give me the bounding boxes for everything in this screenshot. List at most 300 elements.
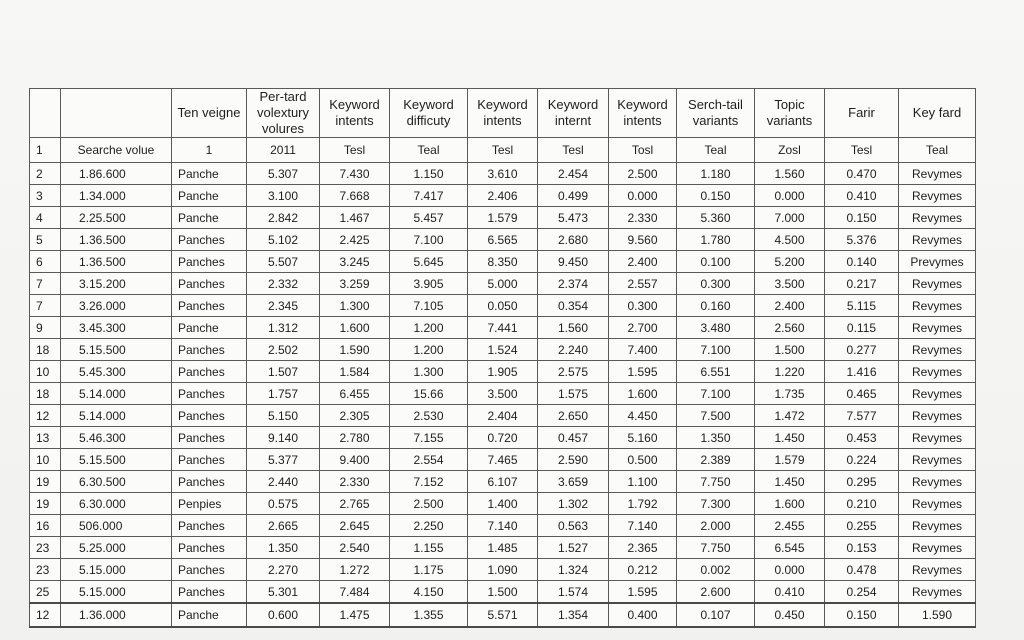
table-cell[interactable]: Tosl	[609, 138, 677, 163]
table-cell[interactable]: 2.330	[320, 471, 390, 493]
table-cell[interactable]: 0.150	[825, 207, 899, 229]
table-cell[interactable]: 1.302	[538, 493, 609, 515]
table-row[interactable]	[30, 207, 976, 229]
table-cell[interactable]: 0.465	[825, 383, 899, 405]
table-cell[interactable]: 18	[30, 339, 61, 361]
table-cell[interactable]: 0.563	[538, 515, 609, 537]
table-cell[interactable]: 5.377	[247, 449, 320, 471]
table-cell[interactable]: Revymes	[899, 339, 976, 361]
table-cell[interactable]: 7.140	[609, 515, 677, 537]
table-cell[interactable]: 0.210	[825, 493, 899, 515]
table-cell[interactable]: 5.45.300	[61, 361, 172, 383]
header-cell[interactable]: Ten veigne	[172, 89, 247, 138]
table-cell[interactable]: Zosl	[755, 138, 825, 163]
table-cell[interactable]: 1.350	[677, 427, 755, 449]
table-cell[interactable]: 0.354	[538, 295, 609, 317]
table-cell[interactable]: 1.400	[468, 493, 538, 515]
table-cell[interactable]: 0.410	[825, 185, 899, 207]
table-cell[interactable]: Panches	[172, 273, 247, 295]
table-cell[interactable]: 5.200	[755, 251, 825, 273]
table-row[interactable]	[30, 383, 976, 405]
table-cell[interactable]: 1.416	[825, 361, 899, 383]
table-cell[interactable]: Revymes	[899, 229, 976, 251]
table-cell[interactable]: 2.454	[538, 163, 609, 185]
table-cell[interactable]: 1.200	[390, 317, 468, 339]
header-cell[interactable]: Key fard	[899, 89, 976, 138]
table-cell[interactable]: 2.365	[609, 537, 677, 559]
table-cell[interactable]: 1.600	[609, 383, 677, 405]
table-cell[interactable]: 7.300	[677, 493, 755, 515]
table-cell[interactable]: Panches	[172, 515, 247, 537]
table-cell[interactable]: 5.14.000	[61, 383, 172, 405]
table-cell[interactable]: 0.153	[825, 537, 899, 559]
header-cell[interactable]: Serch-tail variants	[677, 89, 755, 138]
table-cell[interactable]: 2.000	[677, 515, 755, 537]
table-cell[interactable]: 1.300	[390, 361, 468, 383]
table-cell[interactable]: 1	[172, 138, 247, 163]
table-cell[interactable]: 0.224	[825, 449, 899, 471]
table-cell[interactable]: 6.107	[468, 471, 538, 493]
table-cell[interactable]: Panche	[172, 317, 247, 339]
table-cell[interactable]: Panches	[172, 361, 247, 383]
table-cell[interactable]: Revymes	[899, 471, 976, 493]
table-cell[interactable]: 3.500	[755, 273, 825, 295]
table-cell[interactable]: Revymes	[899, 493, 976, 515]
header-cell[interactable]: Keyword difficuty	[390, 89, 468, 138]
table-cell[interactable]: 3.15.200	[61, 273, 172, 295]
table-cell[interactable]: Panche	[172, 163, 247, 185]
table-cell[interactable]: 5.301	[247, 581, 320, 604]
table-cell[interactable]: 7	[30, 273, 61, 295]
table-cell[interactable]: 9.560	[609, 229, 677, 251]
table-cell[interactable]: 3.45.300	[61, 317, 172, 339]
table-cell[interactable]: 7.750	[677, 537, 755, 559]
table-cell[interactable]: 7	[30, 295, 61, 317]
table-cell[interactable]: 0.150	[825, 603, 899, 627]
table-cell[interactable]: 1.574	[538, 581, 609, 604]
table-cell[interactable]: 0.050	[468, 295, 538, 317]
table-cell[interactable]: 0.107	[677, 603, 755, 627]
table-cell[interactable]: 1.590	[899, 603, 976, 627]
table-cell[interactable]: 7.668	[320, 185, 390, 207]
table-cell[interactable]: 4.150	[390, 581, 468, 604]
table-cell[interactable]: 1.200	[390, 339, 468, 361]
table-cell[interactable]: 7.750	[677, 471, 755, 493]
table-cell[interactable]: 1.355	[390, 603, 468, 627]
table-cell[interactable]: 1.100	[609, 471, 677, 493]
table-cell[interactable]: 5.571	[468, 603, 538, 627]
table-cell[interactable]: 7.155	[390, 427, 468, 449]
table-cell[interactable]: 2.374	[538, 273, 609, 295]
header-cell[interactable]: Keyword intents	[320, 89, 390, 138]
table-cell[interactable]: 2	[30, 163, 61, 185]
table-cell[interactable]: 1.150	[390, 163, 468, 185]
header-cell[interactable]: Farir	[825, 89, 899, 138]
table-cell[interactable]: 1.579	[468, 207, 538, 229]
table-cell[interactable]: 2.575	[538, 361, 609, 383]
table-cell[interactable]: Revymes	[899, 559, 976, 581]
table-row[interactable]	[30, 251, 976, 273]
table-cell[interactable]: 5.46.300	[61, 427, 172, 449]
table-cell[interactable]: 4.500	[755, 229, 825, 251]
table-cell[interactable]: 5.360	[677, 207, 755, 229]
table-cell[interactable]: 1.180	[677, 163, 755, 185]
table-cell[interactable]: 2.270	[247, 559, 320, 581]
table-cell[interactable]: Panches	[172, 559, 247, 581]
table-cell[interactable]: 2.842	[247, 207, 320, 229]
table-cell[interactable]: 1.34.000	[61, 185, 172, 207]
table-cell[interactable]: 1.220	[755, 361, 825, 383]
table-cell[interactable]: 0.453	[825, 427, 899, 449]
table-row[interactable]	[30, 317, 976, 339]
table-cell[interactable]: Revymes	[899, 163, 976, 185]
table-cell[interactable]: 7.105	[390, 295, 468, 317]
table-row[interactable]	[30, 163, 976, 185]
table-cell[interactable]: 1.090	[468, 559, 538, 581]
table-cell[interactable]: Panches	[172, 295, 247, 317]
table-cell[interactable]: 1.579	[755, 449, 825, 471]
table-cell[interactable]: 2.305	[320, 405, 390, 427]
table-cell[interactable]: 2.665	[247, 515, 320, 537]
table-cell[interactable]: 5.25.000	[61, 537, 172, 559]
table-cell[interactable]: 5.473	[538, 207, 609, 229]
table-cell[interactable]: 0.002	[677, 559, 755, 581]
table-cell[interactable]: Revymes	[899, 515, 976, 537]
table-cell[interactable]: 1.300	[320, 295, 390, 317]
table-cell[interactable]: Penpies	[172, 493, 247, 515]
table-cell[interactable]: 1.595	[609, 361, 677, 383]
table-cell[interactable]: 1.450	[755, 471, 825, 493]
table-cell[interactable]: 1.350	[247, 537, 320, 559]
table-cell[interactable]: Teal	[677, 138, 755, 163]
table-row[interactable]	[30, 339, 976, 361]
table-cell[interactable]: 2.680	[538, 229, 609, 251]
table-row[interactable]	[30, 515, 976, 537]
table-cell[interactable]: 9	[30, 317, 61, 339]
table-cell[interactable]: 1.36.000	[61, 603, 172, 627]
table-cell[interactable]: Revymes	[899, 295, 976, 317]
table-cell[interactable]: 7.140	[468, 515, 538, 537]
table-row[interactable]	[30, 273, 976, 295]
table-cell[interactable]: 5	[30, 229, 61, 251]
table-cell[interactable]: 5.15.500	[61, 449, 172, 471]
table-cell[interactable]: 2.700	[609, 317, 677, 339]
header-cell[interactable]: Keyword intents	[468, 89, 538, 138]
table-cell[interactable]: 7.417	[390, 185, 468, 207]
table-cell[interactable]: 0.600	[247, 603, 320, 627]
table-cell[interactable]: 1.595	[609, 581, 677, 604]
table-cell[interactable]: 1.485	[468, 537, 538, 559]
table-row[interactable]	[30, 537, 976, 559]
table-cell[interactable]: 1.500	[468, 581, 538, 604]
table-cell[interactable]: Panches	[172, 449, 247, 471]
table-cell[interactable]: 0.150	[677, 185, 755, 207]
table-cell[interactable]: Panches	[172, 537, 247, 559]
table-row[interactable]	[30, 185, 976, 207]
table-cell[interactable]: 3	[30, 185, 61, 207]
table-cell[interactable]: 3.610	[468, 163, 538, 185]
table-cell[interactable]: 23	[30, 537, 61, 559]
table-cell[interactable]: 3.500	[468, 383, 538, 405]
table-cell[interactable]: 3.905	[390, 273, 468, 295]
table-row[interactable]	[30, 295, 976, 317]
table-cell[interactable]: 2.540	[320, 537, 390, 559]
header-cell[interactable]: Keyword intents	[609, 89, 677, 138]
table-cell[interactable]: 0.254	[825, 581, 899, 604]
table-cell[interactable]: 0.255	[825, 515, 899, 537]
table-cell[interactable]: 1.735	[755, 383, 825, 405]
table-cell[interactable]: 2.780	[320, 427, 390, 449]
table-cell[interactable]: 2.645	[320, 515, 390, 537]
table-cell[interactable]: 2.502	[247, 339, 320, 361]
table-cell[interactable]: 25	[30, 581, 61, 604]
table-cell[interactable]: 2.590	[538, 449, 609, 471]
table-cell[interactable]: 7.577	[825, 405, 899, 427]
table-cell[interactable]: Revymes	[899, 405, 976, 427]
table-cell[interactable]: 1.560	[538, 317, 609, 339]
table-cell[interactable]: 9.140	[247, 427, 320, 449]
table-cell[interactable]: 1.500	[755, 339, 825, 361]
table-cell[interactable]: 7.400	[609, 339, 677, 361]
table-cell[interactable]: 0.500	[609, 449, 677, 471]
table-cell[interactable]: 5.160	[609, 427, 677, 449]
table-cell[interactable]: 1	[30, 138, 61, 163]
table-row[interactable]	[30, 559, 976, 581]
table-cell[interactable]: 2.560	[755, 317, 825, 339]
table-cell[interactable]: 5.102	[247, 229, 320, 251]
table-cell[interactable]: Tesl	[320, 138, 390, 163]
table-cell[interactable]: 16	[30, 515, 61, 537]
table-cell[interactable]: 2.332	[247, 273, 320, 295]
table-cell[interactable]: 2.400	[755, 295, 825, 317]
table-cell[interactable]: 2.25.500	[61, 207, 172, 229]
table-cell[interactable]: 2.425	[320, 229, 390, 251]
table-cell[interactable]: Panches	[172, 229, 247, 251]
table-cell[interactable]: 18	[30, 383, 61, 405]
table-cell[interactable]: 5.507	[247, 251, 320, 273]
table-cell[interactable]: 2.406	[468, 185, 538, 207]
table-cell[interactable]: Panche	[172, 207, 247, 229]
table-cell[interactable]: 6.455	[320, 383, 390, 405]
table-cell[interactable]: 2.345	[247, 295, 320, 317]
table-cell[interactable]: 5.15.500	[61, 339, 172, 361]
table-cell[interactable]: 1.475	[320, 603, 390, 627]
table-cell[interactable]: 1.36.500	[61, 251, 172, 273]
table-cell[interactable]: 1.600	[755, 493, 825, 515]
table-cell[interactable]: 2.404	[468, 405, 538, 427]
table-cell[interactable]: 0.140	[825, 251, 899, 273]
table-cell[interactable]: 12	[30, 405, 61, 427]
table-cell[interactable]: 1.507	[247, 361, 320, 383]
table-cell[interactable]: 1.905	[468, 361, 538, 383]
table-cell[interactable]: 2.455	[755, 515, 825, 537]
table-cell[interactable]: Panches	[172, 251, 247, 273]
table-cell[interactable]: Tesl	[825, 138, 899, 163]
table-cell[interactable]: 5.14.000	[61, 405, 172, 427]
table-cell[interactable]: 0.000	[755, 559, 825, 581]
table-cell[interactable]: 6.545	[755, 537, 825, 559]
table-cell[interactable]: Prevymes	[899, 251, 976, 273]
table-cell[interactable]: 1.472	[755, 405, 825, 427]
table-cell[interactable]: Revymes	[899, 449, 976, 471]
table-cell[interactable]: 1.36.500	[61, 229, 172, 251]
table-cell[interactable]: 0.450	[755, 603, 825, 627]
table-cell[interactable]: 2.240	[538, 339, 609, 361]
table-cell[interactable]: Tesl	[468, 138, 538, 163]
table-cell[interactable]: Panches	[172, 471, 247, 493]
table-cell[interactable]: 3.480	[677, 317, 755, 339]
table-cell[interactable]: 2.330	[609, 207, 677, 229]
table-cell[interactable]: 5.307	[247, 163, 320, 185]
table-cell[interactable]: 7.441	[468, 317, 538, 339]
table-row[interactable]	[30, 229, 976, 251]
table-cell[interactable]: 0.457	[538, 427, 609, 449]
table-cell[interactable]: 5.376	[825, 229, 899, 251]
table-cell[interactable]: 2.650	[538, 405, 609, 427]
table-cell[interactable]: 7.100	[677, 339, 755, 361]
table-cell[interactable]: 0.720	[468, 427, 538, 449]
table-cell[interactable]: 1.450	[755, 427, 825, 449]
table-cell[interactable]: Panches	[172, 383, 247, 405]
table-cell[interactable]: 1.757	[247, 383, 320, 405]
table-cell[interactable]: 3.100	[247, 185, 320, 207]
table-cell[interactable]: 5.000	[468, 273, 538, 295]
table-cell[interactable]: 0.300	[609, 295, 677, 317]
table-cell[interactable]: 2.500	[390, 493, 468, 515]
table-cell[interactable]: 2.554	[390, 449, 468, 471]
table-cell[interactable]: 2.250	[390, 515, 468, 537]
table-total-row[interactable]	[30, 603, 976, 627]
table-cell[interactable]: 1.524	[468, 339, 538, 361]
table-cell[interactable]: Searche volue	[61, 138, 172, 163]
table-cell[interactable]: 2.389	[677, 449, 755, 471]
table-cell[interactable]: 0.277	[825, 339, 899, 361]
table-cell[interactable]: Revymes	[899, 273, 976, 295]
table-cell[interactable]: 6.30.000	[61, 493, 172, 515]
table-cell[interactable]: 1.354	[538, 603, 609, 627]
table-cell[interactable]: 7.100	[390, 229, 468, 251]
table-cell[interactable]: 5.645	[390, 251, 468, 273]
table-cell[interactable]: 1.155	[390, 537, 468, 559]
table-cell[interactable]: Revymes	[899, 185, 976, 207]
table-cell[interactable]: 10	[30, 361, 61, 383]
table-cell[interactable]: Panches	[172, 427, 247, 449]
table-cell[interactable]: 0.478	[825, 559, 899, 581]
table-cell[interactable]: 13	[30, 427, 61, 449]
table-cell[interactable]: 7.500	[677, 405, 755, 427]
table-cell[interactable]: 0.470	[825, 163, 899, 185]
table-cell[interactable]: 19	[30, 471, 61, 493]
table-cell[interactable]: 8.350	[468, 251, 538, 273]
table-cell[interactable]: 0.499	[538, 185, 609, 207]
table-cell[interactable]: 1.272	[320, 559, 390, 581]
table-cell[interactable]: 0.300	[677, 273, 755, 295]
table-cell[interactable]: Panche	[172, 603, 247, 627]
table-cell[interactable]: 1.584	[320, 361, 390, 383]
table-cell[interactable]: 3.659	[538, 471, 609, 493]
table-cell[interactable]: 2.600	[677, 581, 755, 604]
table-cell[interactable]: 23	[30, 559, 61, 581]
table-cell[interactable]: 10	[30, 449, 61, 471]
table-cell[interactable]: 5.457	[390, 207, 468, 229]
table-cell[interactable]: 1.527	[538, 537, 609, 559]
table-cell[interactable]: 0.100	[677, 251, 755, 273]
table-cell[interactable]: 0.217	[825, 273, 899, 295]
table-cell[interactable]: Teal	[390, 138, 468, 163]
table-cell[interactable]: Teal	[899, 138, 976, 163]
table-cell[interactable]: Revymes	[899, 317, 976, 339]
table-cell[interactable]: Revymes	[899, 427, 976, 449]
table-cell[interactable]: Tesl	[538, 138, 609, 163]
table-cell[interactable]: 2.765	[320, 493, 390, 515]
table-cell[interactable]: 1.467	[320, 207, 390, 229]
table-cell[interactable]: 5.15.000	[61, 581, 172, 604]
table-cell[interactable]: 7.100	[677, 383, 755, 405]
table-cell[interactable]: 3.245	[320, 251, 390, 273]
table-cell[interactable]: 3.26.000	[61, 295, 172, 317]
table-cell[interactable]: 506.000	[61, 515, 172, 537]
table-row[interactable]	[30, 471, 976, 493]
table-cell[interactable]: 5.115	[825, 295, 899, 317]
table-cell[interactable]: 12	[30, 603, 61, 627]
table-cell[interactable]: 7.152	[390, 471, 468, 493]
table-cell[interactable]: Panches	[172, 581, 247, 604]
table-cell[interactable]: Revymes	[899, 383, 976, 405]
table-cell[interactable]: 2.400	[609, 251, 677, 273]
table-cell[interactable]: 6.30.500	[61, 471, 172, 493]
table-cell[interactable]: 0.115	[825, 317, 899, 339]
table-cell[interactable]: 2011	[247, 138, 320, 163]
table-cell[interactable]: 1.560	[755, 163, 825, 185]
table-cell[interactable]: Panche	[172, 185, 247, 207]
table-cell[interactable]: 1.324	[538, 559, 609, 581]
table-row[interactable]	[30, 581, 976, 604]
table-row[interactable]	[30, 493, 976, 515]
table-cell[interactable]: 7.000	[755, 207, 825, 229]
table-cell[interactable]: 7.484	[320, 581, 390, 604]
table-cell[interactable]: Revymes	[899, 207, 976, 229]
table-cell[interactable]: 1.590	[320, 339, 390, 361]
table-cell[interactable]: 0.410	[755, 581, 825, 604]
table-cell[interactable]: 4	[30, 207, 61, 229]
table-cell[interactable]: Revymes	[899, 361, 976, 383]
table-cell[interactable]: 2.530	[390, 405, 468, 427]
table-cell[interactable]: 15.66	[390, 383, 468, 405]
table-cell[interactable]: 9.400	[320, 449, 390, 471]
table-cell[interactable]: 2.557	[609, 273, 677, 295]
table-cell[interactable]: 1.575	[538, 383, 609, 405]
table-cell[interactable]: 1.86.600	[61, 163, 172, 185]
table-cell[interactable]: Revymes	[899, 581, 976, 604]
table-cell[interactable]: 0.000	[755, 185, 825, 207]
table-cell[interactable]: Revymes	[899, 537, 976, 559]
header-cell[interactable]	[61, 89, 172, 138]
table-row[interactable]	[30, 405, 976, 427]
table-cell[interactable]: 1.600	[320, 317, 390, 339]
table-cell[interactable]: 6.565	[468, 229, 538, 251]
table-cell[interactable]: 0.575	[247, 493, 320, 515]
table-cell[interactable]: 19	[30, 493, 61, 515]
table-row[interactable]	[30, 361, 976, 383]
table-cell[interactable]: 0.212	[609, 559, 677, 581]
table-cell[interactable]: 2.440	[247, 471, 320, 493]
table-cell[interactable]: 0.400	[609, 603, 677, 627]
header-cell[interactable]: Topic variants	[755, 89, 825, 138]
table-cell[interactable]: Panches	[172, 339, 247, 361]
table-cell[interactable]: 2.500	[609, 163, 677, 185]
table-cell[interactable]: 1.780	[677, 229, 755, 251]
table-cell[interactable]: 3.259	[320, 273, 390, 295]
